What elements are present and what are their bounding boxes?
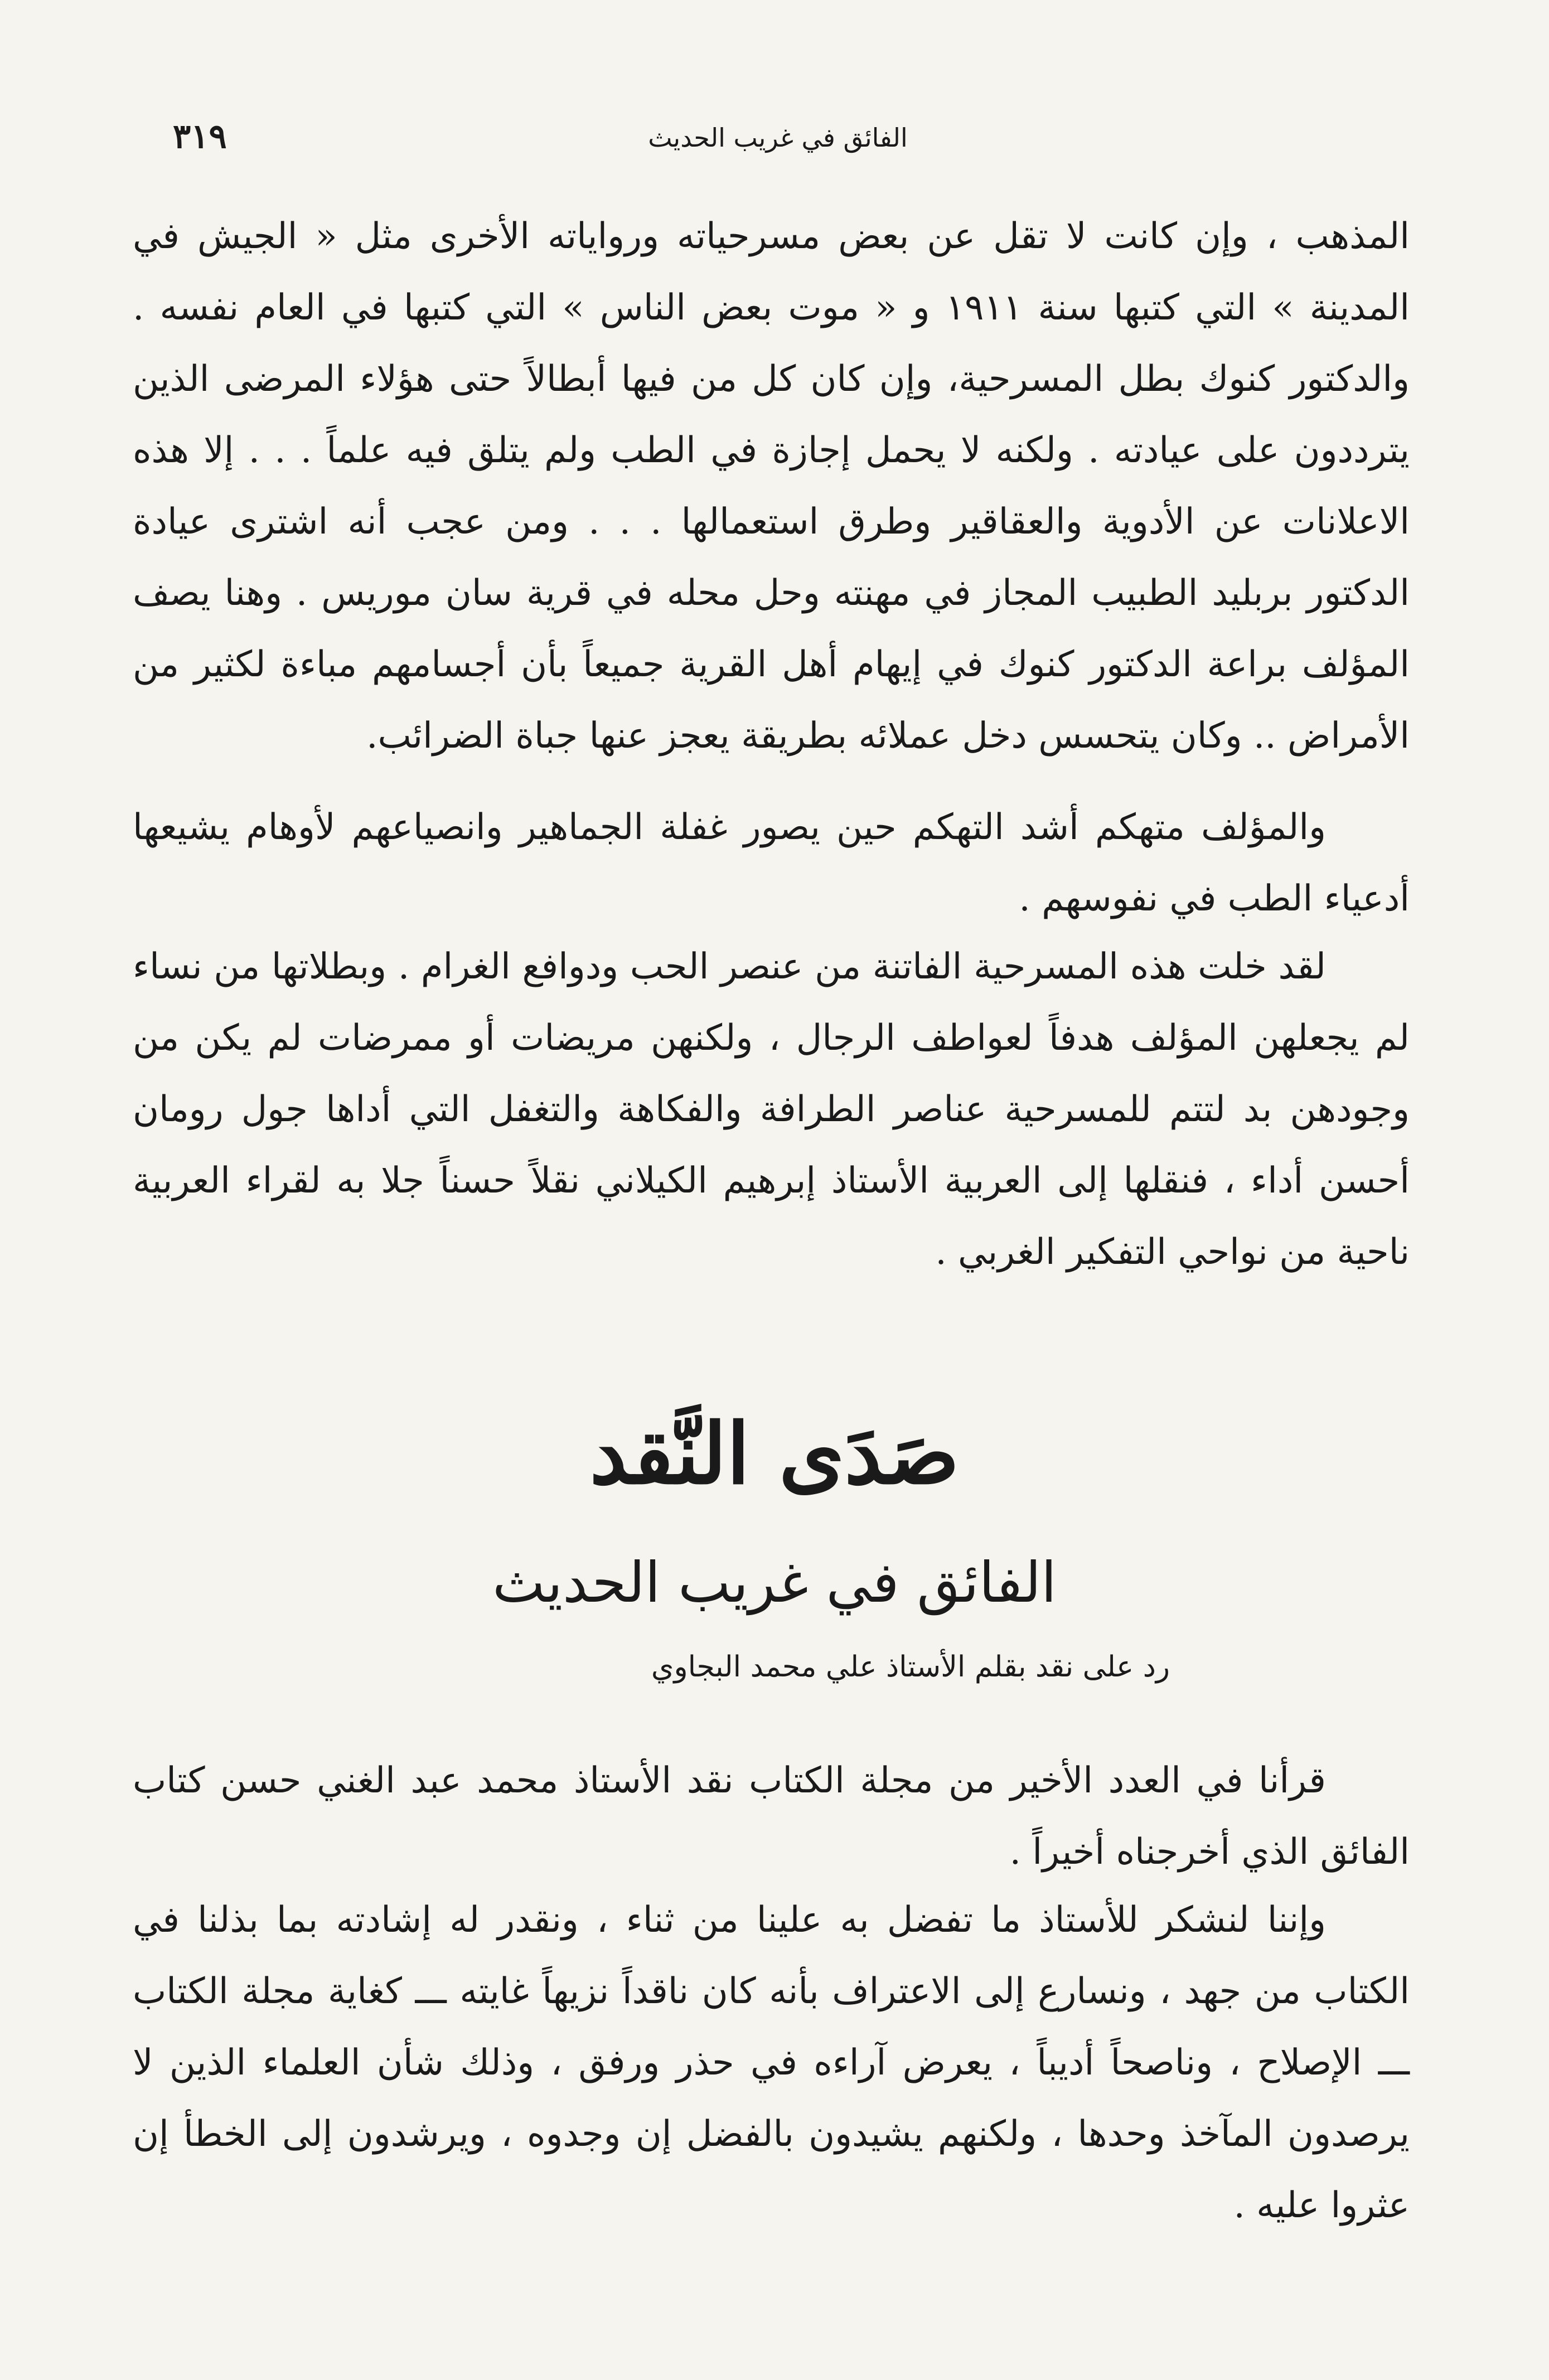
section-subtitle: الفائق في غريب الحديث (492, 1550, 1057, 1615)
review-paragraph-1-text: المذهب ، وإن كانت لا تقل عن بعض مسرحياته وروایاته الأخرى مثل « الجيش في المدينة » التي كتبها سنة ١٩١١ و « موت بعض الناس » التي كتبها في العام نفسه . والدكتور كنوك بطل المسرحية، وإن كان كل من فيها أبطالاً حتى هؤلاء المرضى الذين يترددون على عيادته . ولكنه لا يحمل إجازة في الطب ولم يتلق فيه علماً . . . إلا هذه الاعلانات عن الأدوية والعقاقير وطرق استعمالها . . . ومن عجب أنه اشترى عيادة الدكتور بربليد الطبيب المجاز في مهنته وحل محله في قرية سان موريس . وهنا يصف المؤلف براعة الدكتور كنوك في إيهام أهل القرية جميعاً بأن أجسامهم مباءة لكثير من الأمراض .. وكان يتحسس دخل عملائه بطريقة يعجز عنها جباة الضرائب. (133, 216, 1410, 757)
review-paragraph-2 (133, 792, 1410, 934)
reply-paragraph-1 (133, 1745, 1410, 1888)
author-byline: رد على نقد بقلم الأستاذ علي محمد البجاوي (651, 1650, 1170, 1684)
page-number: ٣١٩ (173, 117, 227, 156)
running-head (139, 117, 1416, 167)
review-paragraph-3 (133, 931, 1410, 1288)
review-paragraph-1 (133, 201, 1410, 772)
review-paragraph-3-text: لقد خلت هذه المسرحية الفاتنة من عنصر الحب ودوافع الغرام . وبطلاتها من نساء لم يجعلهن المؤلف هدفاً لعواطف الرجال ، ولكنهن مريضات أو ممرضات لم يكن من وجودهن بد لتتم للمسرحية عناصر الطرافة والفكاهة والتغفل التي أداها جول رومان أحسن أداء ، فنقلها إلى العربية الأستاذ إبرهيم الكيلاني نقلاً حسناً جلا به لقراء العربية ناحية من نواحي التفكير الغربي . (133, 946, 1410, 1273)
review-paragraph-2-text: والمؤلف متهكم أشد التهكم حين يصور غفلة الجماهير وانصياعهم لأوهام يشيعها أدعياء الطب في نفوسهم . (133, 807, 1410, 919)
section-title: صَدَى النَّقد (589, 1405, 960, 1503)
reply-paragraph-2 (133, 1884, 1410, 2241)
reply-paragraph-2-text: وإننا لنشكر للأستاذ ما تفضل به علينا من ثناء ، ونقدر له إشادته بما بذلنا في الكتاب من جهد ، ونسارع إلى الاعتراف بأنه كان ناقداً نزيهاً غايته ـــ كغاية مجلة الكتاب ـــ الإصلاح ، وناصحاً أديباً ، يعرض آراءه في حذر ورفق ، وذلك شأن العلماء الذين لا يرصدون المآخذ وحدها ، ولكنهم يشيدون بالفضل إن وجدوه ، ويرشدون إلى الخطأ إن عثروا عليه . (133, 1899, 1410, 2226)
reply-paragraph-1-text: قرأنا في العدد الأخير من مجلة الكتاب نقد الأستاذ محمد عبد الغني حسن كتاب الفائق الذي أخرجناه أخيراً . (133, 1760, 1410, 1873)
running-title: الفائق في غريب الحديث (648, 123, 908, 153)
